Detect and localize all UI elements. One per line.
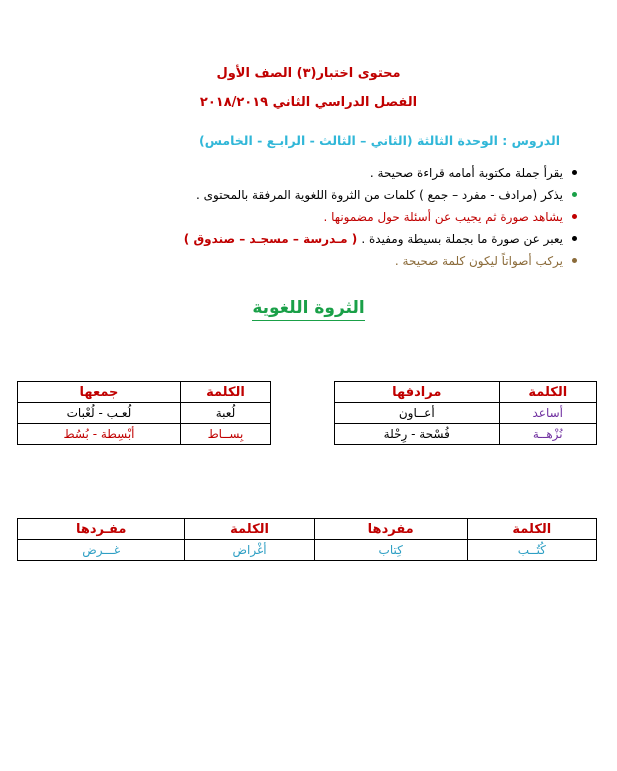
table-cell: فُسْحة - رِحْلة: [335, 424, 500, 445]
table-row: [18, 540, 597, 561]
table-row: [18, 424, 271, 445]
synonyms-table: [334, 381, 597, 445]
column-header: الكلمة: [467, 519, 596, 540]
table-cell: أبْسِطة - بُسُط: [18, 424, 181, 445]
table-cell: أغْراض: [185, 540, 314, 561]
column-header: الكلمة: [499, 382, 596, 403]
list-item: يذكر (مرادف - مفرد – جمع ) كلمات من الثروة اللغوية المرفقة بالمحتوى .: [37, 184, 577, 206]
bullet-icon: [572, 236, 577, 241]
column-header: مفـردها: [18, 519, 185, 540]
column-header: مفردها: [314, 519, 467, 540]
table-cell: أعــاون: [335, 403, 500, 424]
bullet-icon: [572, 192, 577, 197]
bullet-icon: [572, 214, 577, 219]
table-row: [335, 424, 597, 445]
list-item: يقرأ جملة مكتوبة أمامه قراءة صحيحة .: [37, 162, 577, 184]
table-cell: بِســاط: [180, 424, 270, 445]
column-header: الكلمة: [180, 382, 270, 403]
page-title: محتوى اختبار(٣) الصف الأول: [216, 66, 401, 81]
plurals-table: [17, 381, 271, 445]
column-header: مرادفها: [335, 382, 500, 403]
lessons-line: الدروس : الوحدة الثالثة (الثاني – الثالث - الرابـع - الخامس): [198, 133, 560, 148]
table-cell: أساعد: [499, 403, 596, 424]
table-cell: غـــرض: [18, 540, 185, 561]
table-cell: نُزْهــة: [499, 424, 596, 445]
section-title: الثروة اللغوية: [0, 298, 617, 318]
list-item: يركب أصواتاً ليكون كلمة صحيحة .: [37, 250, 577, 272]
list-item: يشاهد صورة ثم يجيب عن أسئلة حول مضمونها .: [37, 206, 577, 228]
table-row: [335, 403, 597, 424]
semester-line: الفصل الدراسي الثاني ٢٠١٨/٢٠١٩: [199, 95, 418, 110]
bullet-icon: [572, 170, 577, 175]
objectives-list: [37, 162, 577, 272]
column-header: جمعها: [18, 382, 181, 403]
column-header: الكلمة: [185, 519, 314, 540]
table-cell: كِتاب: [314, 540, 467, 561]
table-cell: كُتُــب: [467, 540, 596, 561]
bullet-icon: [572, 258, 577, 263]
table-cell: لُعـب - لُعْبات: [18, 403, 181, 424]
singulars-table: [17, 518, 597, 561]
list-item: يعبر عن صورة ما بجملة بسيطة ومفيدة . ( مـدرسة – مسجـد – صندوق ): [37, 228, 577, 250]
table-row: [18, 403, 271, 424]
example-words: ( مـدرسة – مسجـد – صندوق ): [183, 232, 362, 246]
table-cell: لُعبة: [180, 403, 270, 424]
